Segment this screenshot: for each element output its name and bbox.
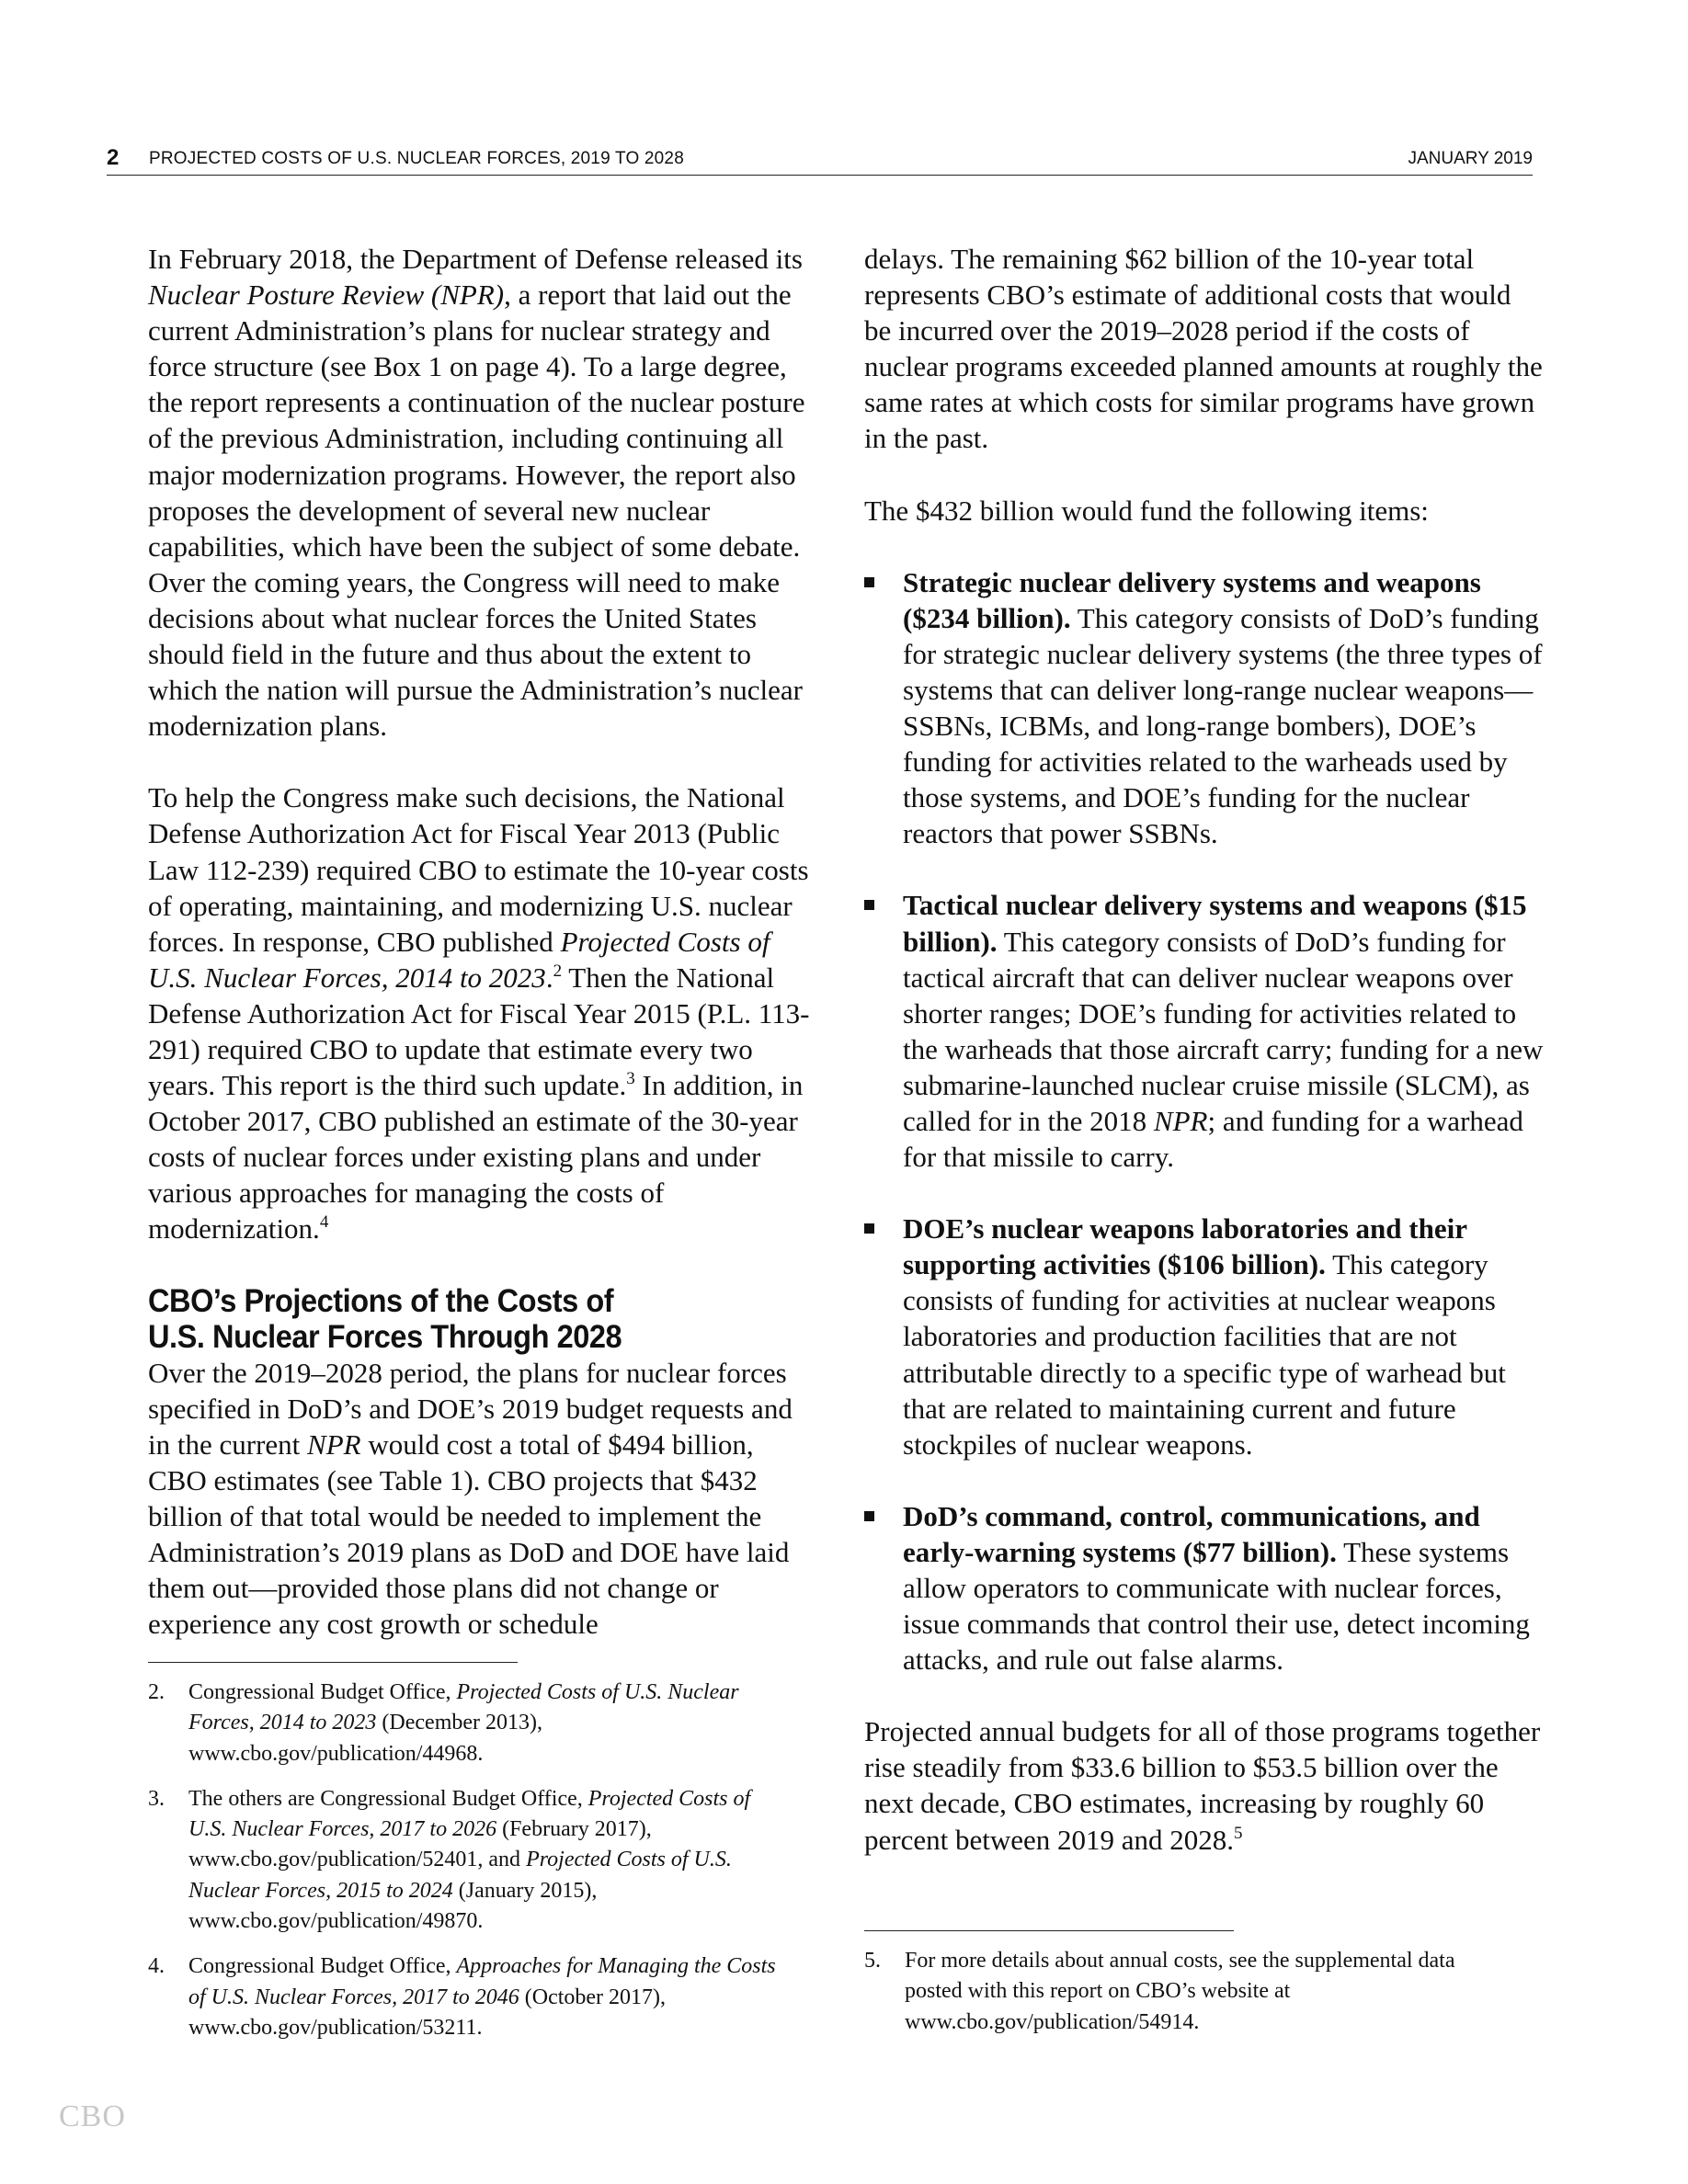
page-number: 2 [107, 145, 120, 170]
report-title: PROJECTED COSTS OF U.S. NUCLEAR FORCES, 2019 TO 2028 [149, 149, 684, 168]
footnote-number: 2. [148, 1680, 165, 1704]
text: ; and funding for a warhead for that missile to carry. [903, 1104, 1523, 1174]
footnote-ref: 4 [319, 1212, 329, 1233]
text: This category consists of DoD’s funding for strategic nuclear delivery systems (the three types of systems that can deliver long-range nuclear weapons—SSBNs, ICBMs, and long-range bombers), DOE’s funding for activities related to the warheads used by those systems, and DOE’s funding for the nuclear reactors that power SSBNs. [903, 601, 1543, 850]
text: In February 2018, the Department of Defense released its [148, 243, 803, 275]
text: To help the Congress make such decisions, the National Defense Authorization Act for Fiscal Year 2013 (Public Law 112-239) required CBO to estimate the 10-year costs of operating, maintaining, and modernizing U.S. nuclear forces. In response, CBO published [148, 781, 809, 958]
list-item [864, 1211, 1545, 1462]
text: would cost a total of $494 billion, CBO estimates (see Table 1). CBO projects that $432 billion of that total would be needed to implement the Administration’s 2019 plans as DoD and DOE have laid them out—provided those plans did not change or experience any cost growth or schedule [148, 1428, 790, 1641]
left-column [148, 241, 819, 1678]
footnotes-right [864, 1930, 1508, 2051]
text: The others are Congressional Budget Office, [188, 1786, 588, 1811]
square-bullet-icon [864, 1511, 874, 1521]
footnote-4 [148, 1951, 792, 2043]
footnote-3 [148, 1784, 792, 1937]
bullet-heading: Tactical nuclear delivery systems and weapons ($15 billion). [903, 889, 1527, 958]
footnote-ref: 5 [1234, 1823, 1243, 1843]
text: This category consists of DoD’s funding for tactical aircraft that can deliver nuclear weapons over shorter ranges; DOE’s funding for activities related to the warheads that those aircraft carry; funding for a new submarine-launched nuclear cruise missile (SLCM), as called for in the 2018 [903, 925, 1544, 1137]
footnote-divider [864, 1930, 1234, 1931]
text: Over the 2019–2028 period, the plans for nuclear forces specified in DoD’s and DOE’s 2019 budget requests and in the current [148, 1356, 793, 1461]
text: This category consists of funding for activities at nuclear weapons laboratories and production facilities that are not attributable directly to a specific type of warhead but that are related to maintaining current and future stockpiles of nuclear weapons. [903, 1248, 1506, 1461]
italic-title: Projected Costs of U.S. Nuclear Forces, 2017 to 2026 [188, 1786, 751, 1842]
bullet-heading: DoD’s command, control, communications, and early-warning systems ($77 billion). [903, 1499, 1480, 1568]
paragraph-remaining-costs: delays. The remaining $62 billion of the 10-year total represents CBO’s estimate of additional costs that would be incurred over the 2019–2028 period if the costs of nuclear programs exceeded planned amounts at roughly the same rates at which costs for similar programs have grown in the past. [864, 243, 1543, 455]
text: Then the National Defense Authorization Act for Fiscal Year 2015 (P.L. 113-291) required CBO to update that estimate every two years. This report is the third such update. [148, 961, 810, 1102]
text: (February 2017), www.cbo.gov/publication/52401, and [188, 1817, 652, 1872]
footnote-divider [148, 1662, 518, 1663]
footnote-ref: 3 [626, 1069, 635, 1089]
paragraph-annual-budgets [864, 1713, 1545, 1857]
text: . [545, 961, 553, 994]
text: Projected annual budgets for all of those programs together rise steadily from $33.6 billion to $53.5 billion over the next decade, CBO estimates, increasing by roughly 60 percent between 2019 and 2028. [864, 1715, 1541, 1856]
list-item [864, 887, 1545, 1175]
paragraph-congress-mandate [148, 779, 819, 1246]
footnote-5 [864, 1946, 1508, 2038]
italic-title: Approaches for Managing the Costs of U.S. Nuclear Forces, 2017 to 2046 [188, 1954, 776, 2009]
list-item [864, 1498, 1545, 1678]
italic-title: Projected Costs of U.S. Nuclear Forces, 2015 to 2024 [188, 1848, 732, 1903]
text: (December 2013), www.cbo.gov/publication/44968. [188, 1711, 543, 1766]
footnote-ref: 2 [553, 961, 563, 981]
text: Congressional Budget Office, [188, 1954, 457, 1979]
italic-title: NPR [307, 1428, 361, 1461]
text: (October 2017), www.cbo.gov/publication/53211. [188, 1985, 667, 2040]
italic-title: Projected Costs of U.S. Nuclear Forces, 2014 to 2023 [148, 925, 770, 994]
text: (January 2015), www.cbo.gov/publication/49870. [188, 1878, 598, 1934]
italic-title: Nuclear Posture Review (NPR) [148, 279, 505, 312]
heading-line: CBO’s Projections of the Costs of [148, 1282, 614, 1319]
bullet-heading: Strategic nuclear delivery systems and weapons ($234 billion). [903, 565, 1481, 634]
text: , a report that laid out the current Administration’s plans for nuclear strategy and force structure (see Box 1 on page 4). To a large degree, the report represents a continuation of the nuclear posture of the previous Administration, including continuing all major modernization programs. However, the report also proposes the development of several new nuclear capabilities, which have been the subject of some debate. Over the coming years, the Congress will need to make decisions about what nuclear forces the United States should field in the future and thus about the extent to which the nation will pursue the Administration’s nuclear modernization plans. [148, 279, 805, 743]
funding-list [864, 564, 1545, 1678]
footnote-number: 4. [148, 1954, 165, 1979]
square-bullet-icon [864, 900, 874, 910]
report-date: JANUARY 2019 [1408, 149, 1533, 168]
italic-title: Projected Costs of U.S. Nuclear Forces, 2014 to 2023 [188, 1680, 739, 1735]
list-item [864, 564, 1545, 852]
footnotes-left [148, 1662, 792, 2056]
running-header [107, 140, 1533, 176]
italic-title: NPR [1153, 1104, 1208, 1137]
text: For more details about annual costs, see the supplemental data posted with this report on CBO’s website at www.cbo.gov/publication/54914. [905, 1949, 1455, 2034]
paragraph-npr-intro [148, 241, 819, 744]
cbo-watermark: CBO [59, 2099, 126, 2133]
text: These systems allow operators to communicate with nuclear forces, issue commands that control their use, detect incoming attacks, and rule out false alarms. [903, 1535, 1530, 1677]
footnote-2 [148, 1678, 792, 1769]
bullet-heading: DOE’s nuclear weapons laboratories and their supporting activities ($106 billion). [903, 1212, 1467, 1281]
text: In addition, in October 2017, CBO published an estimate of the 30-year costs of nuclear forces under existing plans and under various approaches for managing the costs of modernization. [148, 1069, 804, 1246]
paragraph-funding-intro: The $432 billion would fund the following items: [864, 494, 1429, 527]
heading-line: U.S. Nuclear Forces Through 2028 [148, 1318, 622, 1355]
paragraph-projections [148, 1355, 819, 1643]
right-column [864, 241, 1545, 1894]
square-bullet-icon [864, 1223, 874, 1234]
footnote-number: 3. [148, 1786, 165, 1811]
text: Congressional Budget Office, [188, 1680, 457, 1704]
square-bullet-icon [864, 577, 874, 587]
footnote-number: 5. [864, 1949, 881, 1973]
section-heading [148, 1283, 772, 1355]
